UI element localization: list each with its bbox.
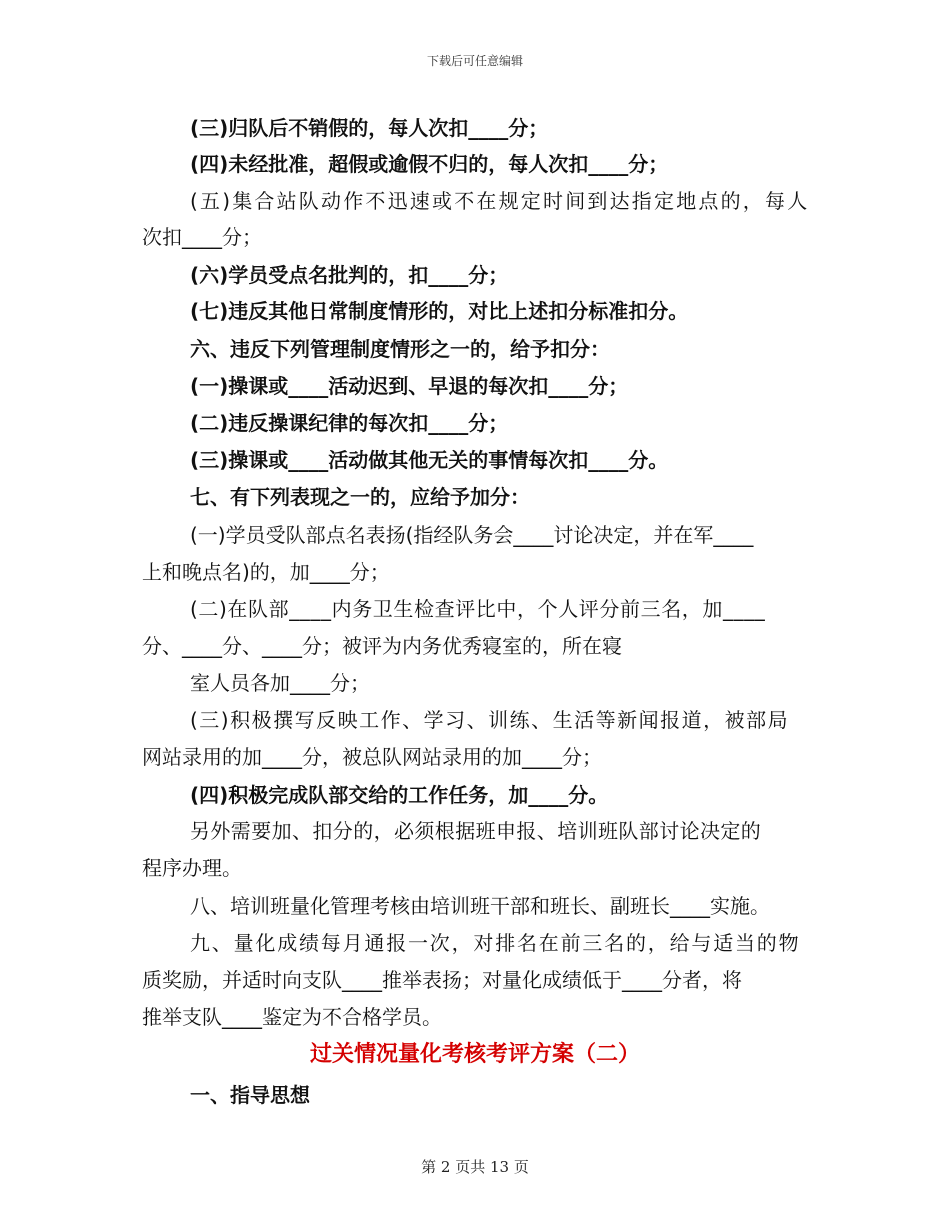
text-line: 室人员各加____分；	[190, 671, 370, 695]
text-line: 质奖励，并适时向支队____推举表扬；对量化成绩低于____分者，将	[142, 968, 742, 992]
text-line: (一)学员受队部点名表扬(指经队务会____讨论决定，并在军____	[190, 523, 754, 547]
text-line: 次扣____分；	[142, 225, 262, 249]
text-line: 分、____分、____分；被评为内务优秀寝室的，所在寝	[142, 634, 622, 658]
text-line: (二)在队部____内务卫生检查评比中，个人评分前三名，加____	[190, 597, 766, 621]
section-heading: 一、指导思想	[190, 1083, 310, 1107]
text-line: (四)未经批准，超假或逾假不归的，每人次扣____分；	[190, 152, 669, 176]
text-line: 九、量化成绩每月通报一次，对排名在前三名的，给与适当的物	[190, 931, 801, 955]
text-line: 六、违反下列管理制度情形之一的，给予扣分：	[190, 337, 610, 361]
text-line: 八、培训班量化管理考核由培训班干部和班长、副班长____实施。	[190, 894, 770, 918]
page-header: 下载后可任意编辑	[426, 54, 523, 68]
text-line: (三)积极撰写反映工作、学习、训练、生活等新闻报道，被部局	[190, 708, 790, 732]
text-line: (五)集合站队动作不迅速或不在规定时间到达指定地点的，每人	[190, 189, 810, 213]
text-line: 网站录用的加____分，被总队网站录用的加____分；	[142, 745, 602, 769]
text-line: (三)归队后不销假的，每人次扣____分；	[190, 116, 549, 140]
text-line: (六)学员受点名批判的，扣____分；	[190, 263, 509, 287]
text-line: 推举支队____鉴定为不合格学员。	[142, 1005, 442, 1029]
text-line: (二)违反操课纪律的每次扣____分；	[190, 411, 509, 435]
text-line: (三)操课或____活动做其他无关的事情每次扣____分。	[190, 448, 669, 472]
text-line: (一)操课或____活动迟到、早退的每次扣____分；	[190, 374, 629, 398]
page-footer: 第 2 页共 13 页	[421, 1158, 529, 1176]
text-line: (四)积极完成队部交给的工作任务，加____分。	[190, 783, 609, 807]
text-line: (七)违反其他日常制度情形的，对比上述扣分标准扣分。	[190, 299, 689, 323]
text-line: 七、有下列表现之一的，应给予加分：	[190, 485, 530, 509]
section-title: 过关情况量化考核考评方案（二）	[309, 1042, 640, 1067]
text-line: 另外需要加、扣分的，必须根据班申报、培训班队部讨论决定的	[190, 819, 762, 843]
text-line: 上和晚点名)的，加____分；	[142, 560, 390, 584]
text-line: 程序办理。	[142, 856, 242, 880]
